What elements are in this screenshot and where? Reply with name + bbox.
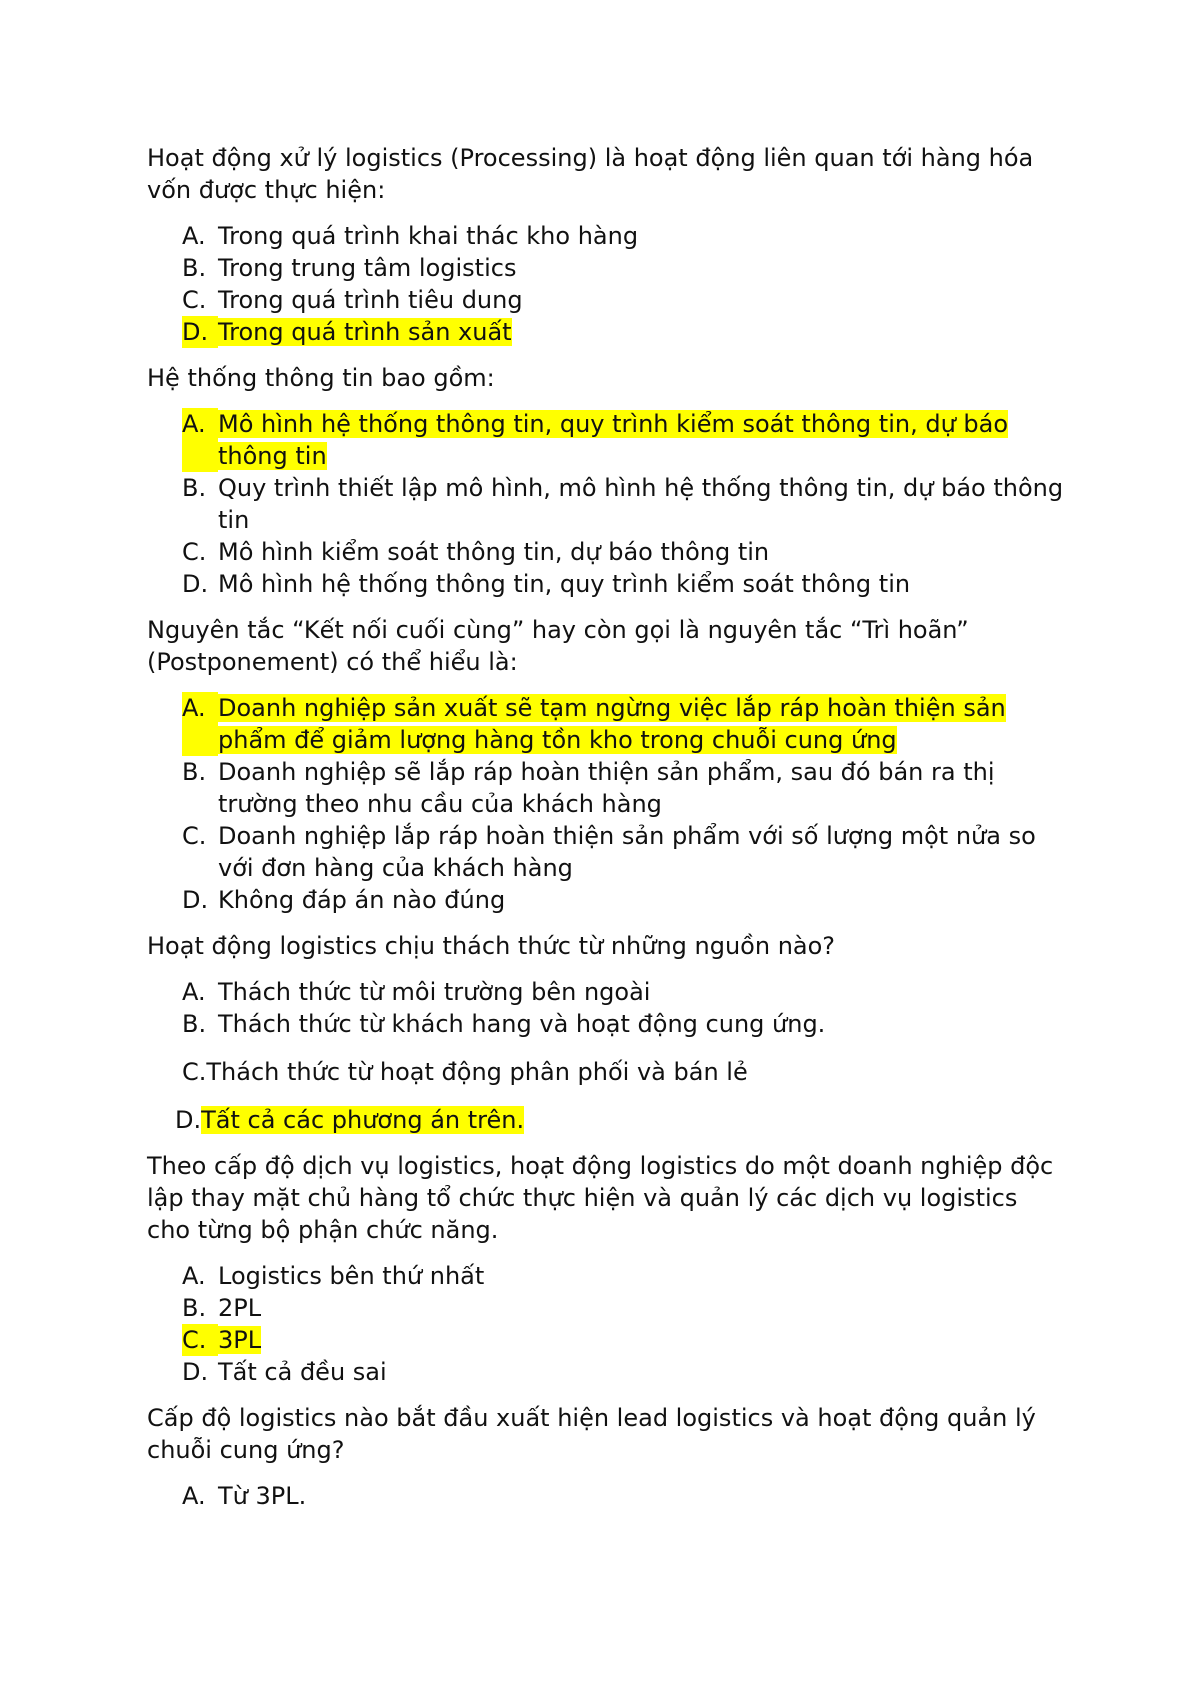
option-letter: D. <box>182 570 209 598</box>
question-2: Hệ thống thông tin bao gồm: <box>147 364 495 392</box>
option-letter: A. <box>182 692 218 756</box>
option-text-highlighted: Trong quá trình sản xuất <box>218 318 512 346</box>
option-text: Từ 3PL. <box>218 1482 307 1510</box>
option-text-highlighted: Doanh nghiệp sản xuất sẽ tạm ngừng việc lắp ráp hoàn thiện sản phẩm để giảm lượng hàng tồn kho trong chuỗi cung ứng <box>218 694 1006 754</box>
option-3b <box>147 756 1067 820</box>
option-text-highlighted: Tất cả các phương án trên. <box>201 1106 525 1134</box>
option-text: Thách thức từ hoạt động phân phối và bán lẻ <box>206 1058 748 1086</box>
option-letter: B. <box>182 474 207 502</box>
option-4c <box>147 1056 1067 1088</box>
option-letter: D. <box>182 1358 209 1386</box>
option-letter: D. <box>175 1106 202 1134</box>
option-text: Mô hình kiểm soát thông tin, dự báo thông tin <box>218 538 770 566</box>
option-text: Không đáp án nào đúng <box>218 886 506 914</box>
option-letter: D. <box>182 316 218 348</box>
option-text: Thách thức từ khách hang và hoạt động cung ứng. <box>218 1010 826 1038</box>
option-letter: C. <box>182 1058 207 1086</box>
question-4: Hoạt động logistics chịu thách thức từ những nguồn nào? <box>147 932 836 960</box>
option-text: Trong trung tâm logistics <box>218 254 517 282</box>
question-1: Hoạt động xử lý logistics (Processing) là hoạt động liên quan tới hàng hóa vốn được thực hiện: <box>147 144 1034 204</box>
options-4 <box>147 976 1067 1136</box>
option-text: Doanh nghiệp sẽ lắp ráp hoàn thiện sản phẩm, sau đó bán ra thị trường theo nhu cầu của khách hàng <box>218 758 995 818</box>
question-5: Theo cấp độ dịch vụ logistics, hoạt động logistics do một doanh nghiệp độc lập thay mặt chủ hàng tổ chức thực hiện và quản lý các dịch vụ logistics cho từng bộ phận chức năng. <box>147 1152 1054 1244</box>
option-letter: A. <box>182 978 206 1006</box>
option-letter: C. <box>182 538 207 566</box>
option-4d-highlighted <box>147 1104 1067 1136</box>
option-4a <box>147 976 1067 1008</box>
option-5a <box>147 1260 1067 1292</box>
document-page <box>147 142 1067 1526</box>
option-2d <box>147 568 1067 600</box>
question-3: Nguyên tắc “Kết nối cuối cùng” hay còn gọi là nguyên tắc “Trì hoãn” (Postponement) có thể hiểu là: <box>147 616 969 676</box>
options-3 <box>147 692 1067 916</box>
option-text: Trong quá trình tiêu dung <box>218 286 523 314</box>
option-letter: B. <box>182 758 207 786</box>
option-5b <box>147 1292 1067 1324</box>
option-letter: A. <box>182 408 218 472</box>
option-2b <box>147 472 1067 536</box>
question-6: Cấp độ logistics nào bắt đầu xuất hiện lead logistics và hoạt động quản lý chuỗi cung ứng? <box>147 1404 1036 1464</box>
option-letter: C. <box>182 822 207 850</box>
option-1c <box>147 284 1067 316</box>
option-letter: A. <box>182 1482 206 1510</box>
option-text: Trong quá trình khai thác kho hàng <box>218 222 639 250</box>
option-5d <box>147 1356 1067 1388</box>
option-4b <box>147 1008 1067 1040</box>
options-6 <box>147 1480 1067 1512</box>
option-text: Quy trình thiết lập mô hình, mô hình hệ thống thông tin, dự báo thông tin <box>218 474 1064 534</box>
option-2a-highlighted <box>147 408 1067 472</box>
option-letter: C. <box>182 286 207 314</box>
option-text: Mô hình hệ thống thông tin, quy trình kiểm soát thông tin <box>218 570 911 598</box>
option-3c <box>147 820 1067 884</box>
option-text: Doanh nghiệp lắp ráp hoàn thiện sản phẩm với số lượng một nửa so với đơn hàng của khách hàng <box>218 822 1036 882</box>
option-3a-highlighted <box>147 692 1067 756</box>
option-text-highlighted: Mô hình hệ thống thông tin, quy trình kiểm soát thông tin, dự báo thông tin <box>218 410 1009 470</box>
option-letter: B. <box>182 254 207 282</box>
options-1 <box>147 220 1067 348</box>
option-text: Logistics bên thứ nhất <box>218 1262 485 1290</box>
option-6a <box>147 1480 1067 1512</box>
option-letter: A. <box>182 1262 206 1290</box>
option-letter: A. <box>182 222 206 250</box>
option-letter: B. <box>182 1010 207 1038</box>
options-2 <box>147 408 1067 600</box>
option-1a <box>147 220 1067 252</box>
option-2c <box>147 536 1067 568</box>
options-5 <box>147 1260 1067 1388</box>
option-3d <box>147 884 1067 916</box>
option-letter: C. <box>182 1324 218 1356</box>
option-1b <box>147 252 1067 284</box>
option-letter: D. <box>182 886 209 914</box>
option-text: Thách thức từ môi trường bên ngoài <box>218 978 651 1006</box>
option-5c-highlighted <box>147 1324 1067 1356</box>
option-text: 2PL <box>218 1294 262 1322</box>
option-1d-highlighted <box>147 316 1067 348</box>
option-text: Tất cả đều sai <box>218 1358 387 1386</box>
option-text-highlighted: 3PL <box>218 1326 262 1354</box>
option-letter: B. <box>182 1294 207 1322</box>
